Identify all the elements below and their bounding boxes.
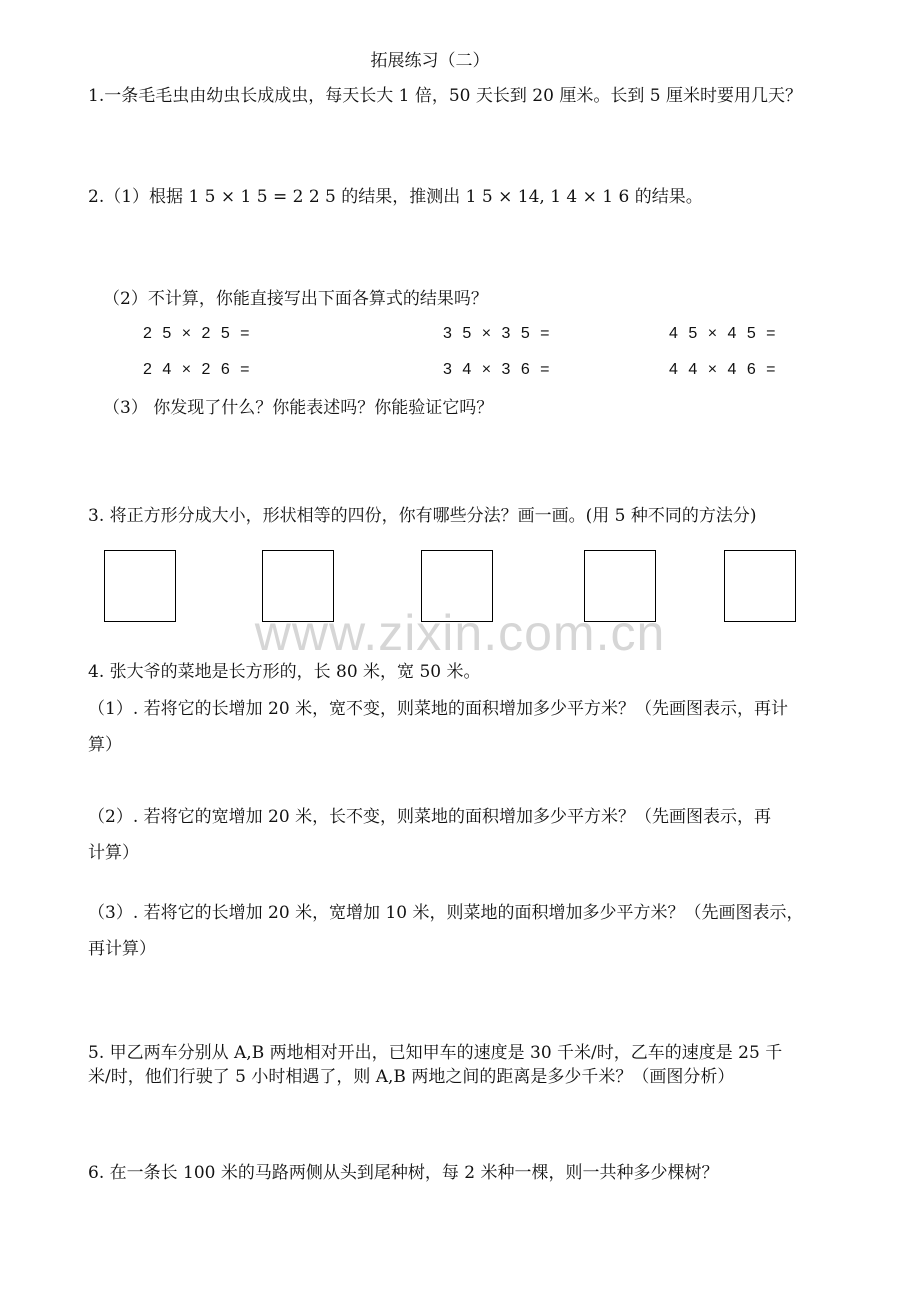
question-2-part-1: 2.（1）根据 1 5 × 1 5 = 2 2 5 的结果，推测出 1 5 × 14, 1 4 × 1 6 的结果。 xyxy=(88,187,703,207)
question-4-part-1-line-2: 算） xyxy=(88,735,122,755)
question-4-part-1-line-1: （1）. 若将它的长增加 20 米，宽不变，则菜地的面积增加多少平方米？（先画图表示，再计 xyxy=(88,699,789,719)
expression-35x35: 3 5 × 3 5 = xyxy=(443,325,553,342)
question-2-part-2: （2）不计算，你能直接写出下面各算式的结果吗？ xyxy=(103,289,488,309)
question-4-stem: 4. 张大爷的菜地是长方形的，长 80 米，宽 50 米。 xyxy=(88,662,481,682)
expression-44x46: 4 4 × 4 6 = xyxy=(669,361,779,378)
question-2-part-3: （3） 你发现了什么？你能表述吗？你能验证它吗？ xyxy=(103,398,494,418)
question-4-part-2-line-1: （2）. 若将它的宽增加 20 米，长不变，则菜地的面积增加多少平方米？（先画图表示，再 xyxy=(88,807,772,827)
question-5-line-1: 5. 甲乙两车分别从 A,B 两地相对开出，已知甲车的速度是 30 千米/时，乙车的速度是 25 千 xyxy=(88,1043,783,1063)
question-4-part-2-line-2: 计算） xyxy=(88,843,139,863)
question-4-part-3-line-2: 再计算） xyxy=(88,939,156,959)
question-1: 1.一条毛毛虫由幼虫长成成虫，每天长大 1 倍，50 天长到 20 厘米。长到 5 厘米时要用几天？ xyxy=(88,86,802,106)
expression-34x36: 3 4 × 3 6 = xyxy=(443,361,553,378)
question-6: 6. 在一条长 100 米的马路两侧从头到尾种树，每 2 米种一棵，则一共种多少棵树？ xyxy=(88,1163,719,1183)
page-title: 拓展练习（二） xyxy=(370,51,490,71)
expression-25x25: 2 5 × 2 5 = xyxy=(143,325,253,342)
question-5-line-2: 米/时，他们行驶了 5 小时相遇了，则 A,B 两地之间的距离是多少千米？（画图分析） xyxy=(88,1067,735,1087)
question-3: 3. 将正方形分成大小，形状相等的四份，你有哪些分法？画一画。(用 5 种不同的方法分) xyxy=(88,506,757,526)
expression-24x26: 2 4 × 2 6 = xyxy=(143,361,253,378)
watermark: www.zixin.com.cn xyxy=(254,605,666,661)
question-4-part-3-line-1: （3）. 若将它的长增加 20 米，宽增加 10 米，则菜地的面积增加多少平方米？（先画图表示， xyxy=(88,903,804,923)
expression-45x45: 4 5 × 4 5 = xyxy=(669,325,779,342)
